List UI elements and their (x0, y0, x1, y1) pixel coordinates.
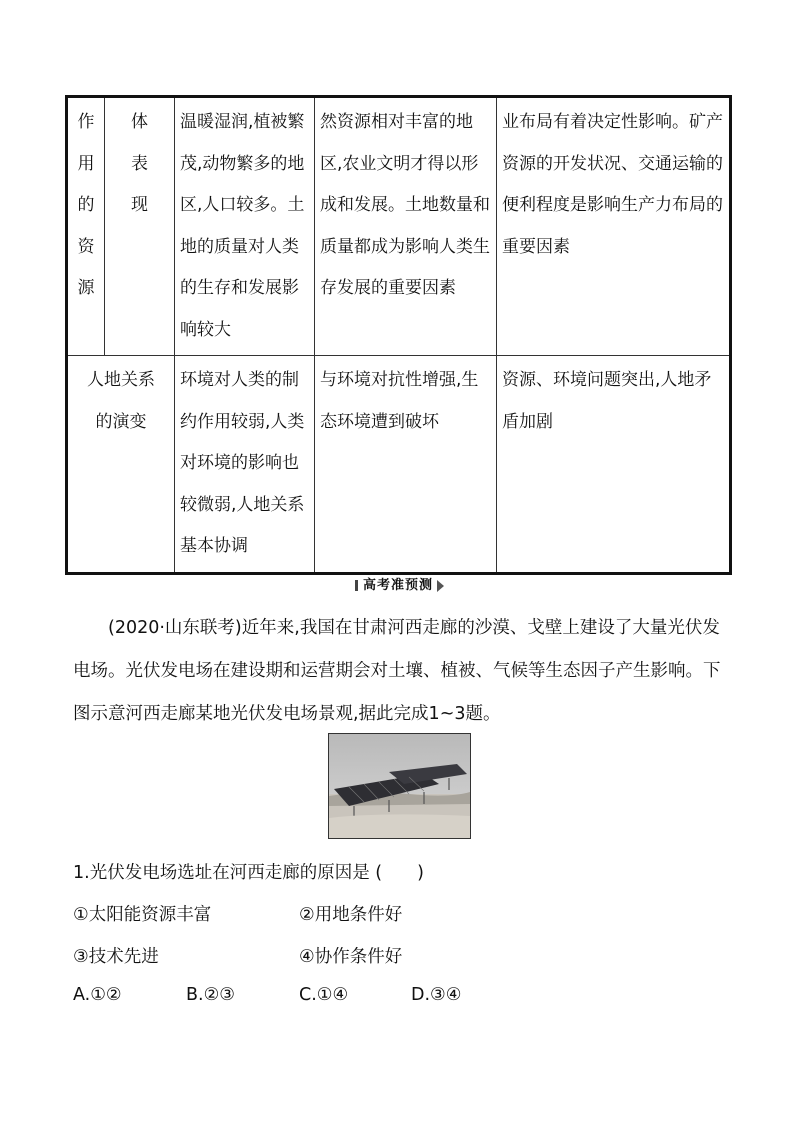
bar-icon (355, 580, 358, 591)
choice-a[interactable]: A.①② (73, 985, 122, 1005)
table-cell: 资源、环境问题突出,人地矛盾加剧 (497, 356, 731, 574)
table-cell: 然资源相对丰富的地区,农业文明才得以形成和发展。土地数量和质量都成为影响人类生存发展的重要因素 (315, 97, 497, 356)
resource-table (65, 95, 732, 575)
solar-farm-photo (328, 733, 471, 839)
choice-b[interactable]: B.②③ (186, 985, 235, 1005)
section-banner: 高考准预测 (322, 574, 472, 593)
table-row (67, 356, 731, 574)
table-cell: 业布局有着决定性影响。矿产资源的开发状况、交通运输的便利程度是影响生产力布局的重要因素 (497, 97, 731, 356)
table-row (67, 97, 731, 356)
table-cell-subcategory: 体 表 现 (105, 97, 175, 356)
table-cell-label: 人地关系 的演变 (67, 356, 175, 574)
table-cell: 与环境对抗性增强,生态环境遭到破坏 (315, 356, 497, 574)
passage: (2020·山东联考)近年来,我国在甘肃河西走廊的沙漠、戈壁上建设了大量光伏发电场。光伏发电场在建设期和运营期会对土壤、植被、气候等生态因子产生影响。下图示意河西走廊某地光伏发电场景观,据此完成1~3题。 (73, 618, 721, 724)
choice-d[interactable]: D.③④ (411, 985, 462, 1005)
table-cell: 温暖湿润,植被繁茂,动物繁多的地区,人口较多。土地的质量对人类的生存和发展影响较大 (175, 97, 315, 356)
option-item: ④协作条件好 (299, 947, 403, 967)
table-cell: 环境对人类的制约作用较弱,人类对环境的影响也较微弱,人地关系基本协调 (175, 356, 315, 574)
option-item: ③技术先进 (73, 947, 159, 967)
choice-c[interactable]: C.①④ (299, 985, 349, 1005)
question-stem: 1.光伏发电场选址在河西走廊的原因是 ( ) (73, 863, 424, 883)
arrow-right-icon (437, 580, 444, 592)
option-item: ①太阳能资源丰富 (73, 905, 212, 925)
table-cell-category: 作 用 的 资 源 (67, 97, 105, 356)
option-item: ②用地条件好 (299, 905, 403, 925)
